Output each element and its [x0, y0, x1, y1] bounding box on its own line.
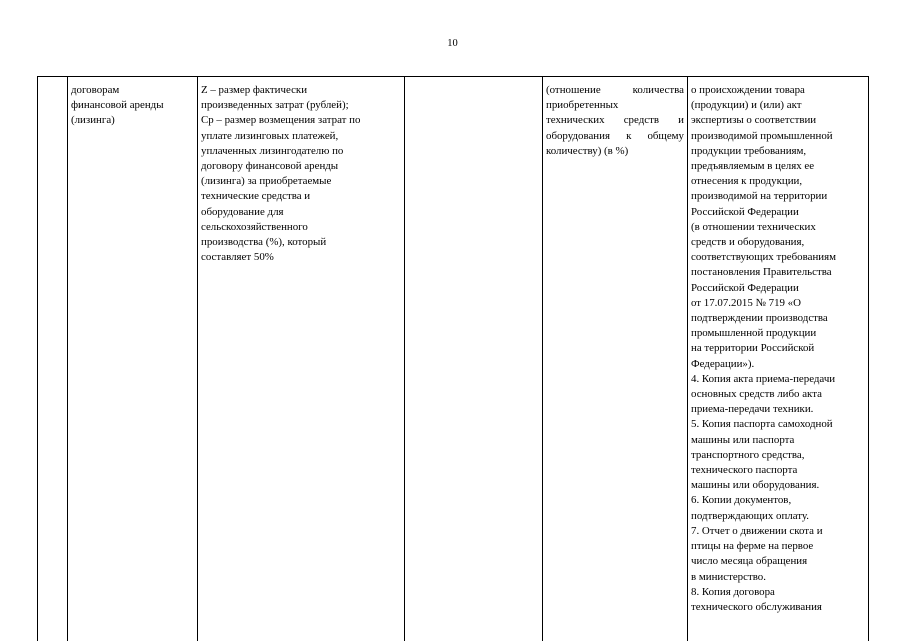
cell-line: машины или оборудования. — [691, 479, 820, 492]
cell-line: сельскохозяйственного — [201, 220, 308, 233]
cell-line: Z – размер фактически — [201, 84, 308, 96]
cell-line: составляет 50% — [201, 251, 274, 264]
cell-line: (отношение количества — [546, 84, 684, 96]
cell-indicator-text — [543, 77, 687, 159]
table-column-indicator — [542, 77, 687, 641]
cell-line: от 17.07.2015 № 719 «О — [691, 296, 801, 309]
cell-line: о происхождении товара — [691, 84, 805, 96]
cell-line: произведенных затрат (рублей); — [201, 99, 349, 112]
cell-line: (лизинга) за приобретаемые — [201, 175, 332, 188]
cell-line: 5. Копия паспорта самоходной — [691, 418, 833, 431]
cell-line: приема-передачи техники. — [691, 403, 814, 416]
cell-formula-text — [198, 77, 404, 265]
cell-line: постановления Правительства — [691, 266, 832, 279]
cell-line: подтверждающих оплату. — [691, 509, 809, 522]
page-number: 10 — [447, 38, 458, 49]
cell-line: в министерство. — [691, 570, 766, 583]
cell-line: Федерации»). — [691, 357, 755, 370]
cell-line: технических средств и — [546, 114, 684, 127]
table-column-documents — [687, 77, 869, 641]
cell-line: подтверждении производства — [691, 312, 828, 325]
cell-line: средств и оборудования, — [691, 236, 805, 249]
continuation-table — [37, 76, 869, 640]
cell-line: число месяца обращения — [691, 555, 808, 568]
cell-line: на территории Российской — [691, 342, 815, 355]
cell-line: (продукции) и (или) акт — [691, 99, 802, 112]
cell-line: производимой промышленной — [691, 129, 833, 142]
cell-line: птицы на ферме на первое — [691, 540, 814, 553]
cell-line: 4. Копия акта приема-передачи — [691, 372, 836, 385]
cell-line: приобретенных — [546, 99, 619, 112]
cell-line: договорам — [71, 84, 120, 96]
cell-line: 7. Отчет о движении скота и — [691, 524, 823, 537]
cell-recipient-text — [68, 77, 197, 129]
cell-line: соответствующих требованиям — [691, 251, 837, 264]
cell-line: производства (%), который — [201, 236, 327, 249]
cell-line: 8. Копия договора — [691, 585, 775, 598]
cell-line: Российской Федерации — [691, 205, 799, 218]
cell-line: количеству) (в %) — [546, 144, 629, 157]
table-column-recipient — [67, 77, 197, 641]
cell-line: машины или паспорта — [691, 433, 795, 446]
cell-line: (лизинга) — [71, 114, 115, 127]
cell-line: финансовой аренды — [71, 99, 164, 112]
cell-line: технического паспорта — [691, 464, 798, 477]
cell-documents-text — [688, 77, 868, 615]
cell-line: продукции требованиям, — [691, 144, 807, 157]
table-column-empty — [404, 77, 542, 641]
cell-line: производимой на территории — [691, 190, 828, 203]
table-column-number — [37, 77, 67, 641]
cell-line: оборудование для — [201, 205, 284, 218]
cell-line: технические средства и — [201, 190, 311, 203]
cell-line: экспертизы о соответствии — [691, 114, 817, 127]
cell-line: промышленной продукции — [691, 327, 817, 340]
cell-line: транспортного средства, — [691, 448, 805, 461]
cell-line: основных средств либо акта — [691, 388, 822, 401]
table-column-formula — [197, 77, 404, 641]
cell-line: 6. Копии документов, — [691, 494, 792, 507]
cell-line: уплате лизинговых платежей, — [201, 129, 339, 142]
cell-line: договору финансовой аренды — [201, 160, 339, 173]
cell-line: отнесения к продукции, — [691, 175, 803, 188]
cell-line: Российской Федерации — [691, 281, 799, 294]
cell-line: уплаченных лизингодателю по — [201, 144, 344, 157]
cell-line: оборудования к общему — [546, 129, 684, 142]
cell-line: (в отношении технических — [691, 220, 816, 233]
cell-line: технического обслуживания — [691, 600, 822, 613]
cell-line: предъявляемым в целях ее — [691, 160, 815, 173]
cell-line: Cp – размер возмещения затрат по — [201, 114, 361, 127]
